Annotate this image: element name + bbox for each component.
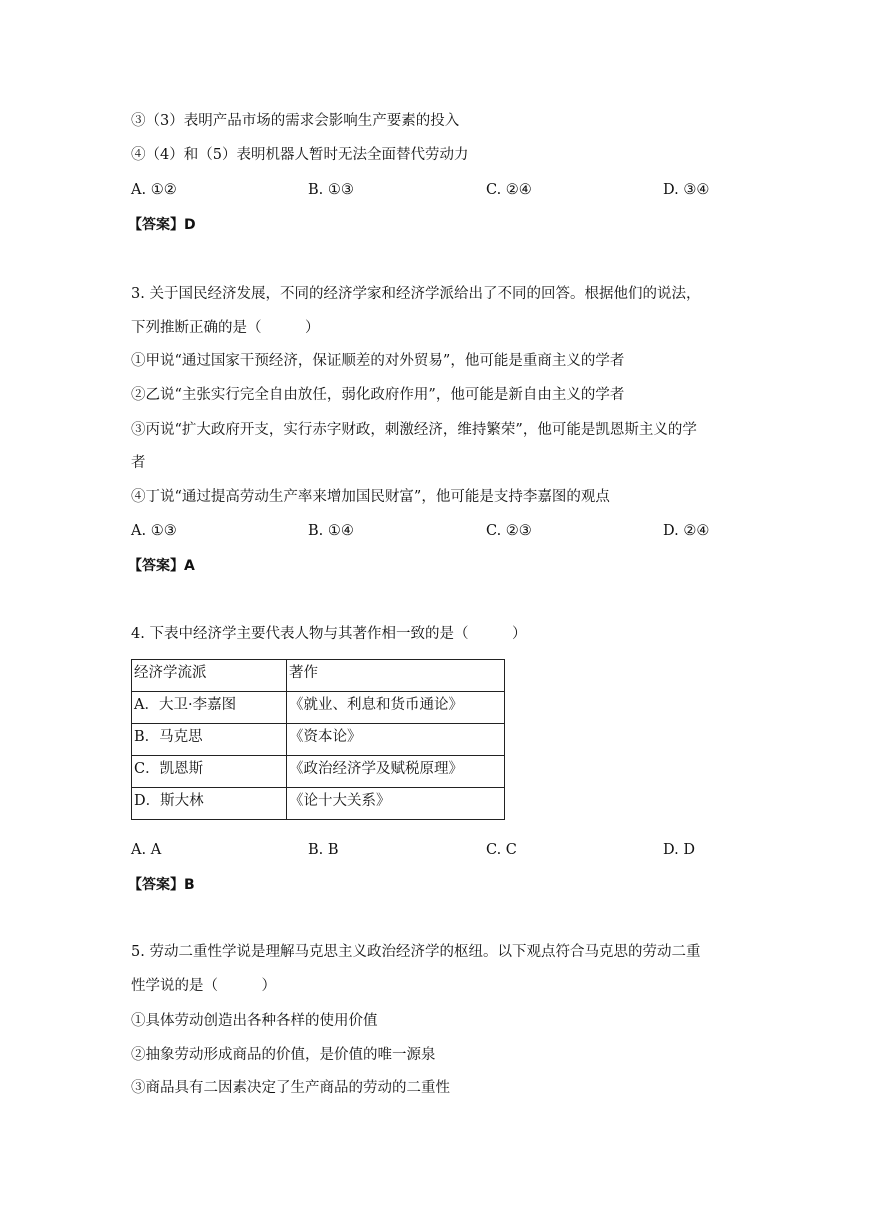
q2-option-b: B. ①③: [308, 182, 354, 198]
q2-option-d: D. ③④: [663, 182, 710, 198]
table-cell: B．马克思: [132, 724, 287, 756]
q5-stem-line-2: 性学说的是（ ）: [131, 978, 276, 994]
q5-statement-2: ②抽象劳动形成商品的价值，是价值的唯一源泉: [131, 1047, 436, 1063]
q2-option-c: C. ②④: [486, 182, 532, 198]
q3-statement-3-line-1: ③丙说“扩大政府开支，实行赤字财政，刺激经济，维持繁荣”，他可能是凯恩斯主义的学: [131, 422, 697, 438]
table-cell: D．斯大林: [132, 788, 287, 820]
q3-stem-line-1: 3. 关于国民经济发展，不同的经济学家和经济学派给出了不同的回答。根据他们的说法，: [131, 286, 701, 302]
economics-table: [131, 659, 505, 820]
q3-stem-line-2: 下列推断正确的是（ ）: [131, 320, 320, 336]
q4-option-c: C. C: [486, 842, 517, 858]
q3-option-d: D. ②④: [663, 523, 710, 539]
q5-stem-line-1: 5. 劳动二重性学说是理解马克思主义政治经济学的枢纽。以下观点符合马克思的劳动二重: [131, 944, 701, 960]
q5-statement-1: ①具体劳动创造出各种各样的使用价值: [131, 1013, 378, 1029]
q3-option-c: C. ②③: [486, 523, 532, 539]
q2-statement-4: ④（4）和（5）表明机器人暂时无法全面替代劳动力: [131, 147, 469, 163]
q4-options: [131, 840, 731, 860]
table-cell: C．凯恩斯: [132, 756, 287, 788]
q3-statement-2: ②乙说“主张实行完全自由放任，弱化政府作用”，他可能是新自由主义的学者: [131, 387, 625, 403]
q3-answer: 【答案】A: [128, 558, 195, 574]
table-header-row: [132, 660, 505, 692]
q2-options: [131, 180, 731, 200]
q2-answer: 【答案】D: [128, 217, 196, 233]
q4-answer: 【答案】B: [128, 877, 195, 893]
table-header-school: 经济学流派: [132, 660, 287, 692]
q4-option-a: A. A: [131, 842, 162, 858]
q5-statement-3: ③商品具有二因素决定了生产商品的劳动的二重性: [131, 1080, 450, 1096]
q3-option-a: A. ①③: [131, 523, 177, 539]
table-cell: 《资本论》: [287, 724, 505, 756]
q3-statement-3-line-2: 者: [131, 455, 146, 471]
q3-statement-1: ①甲说“通过国家干预经济，保证顺差的对外贸易”，他可能是重商主义的学者: [131, 353, 625, 369]
q4-option-b: B. B: [308, 842, 339, 858]
q2-option-a: A. ①②: [131, 182, 177, 198]
table-row: [132, 692, 505, 724]
table-row: [132, 756, 505, 788]
table-row: [132, 724, 505, 756]
table-row: [132, 788, 505, 820]
table-cell: A．大卫·李嘉图: [132, 692, 287, 724]
q4-option-d: D. D: [663, 842, 695, 858]
q2-statement-3: ③（3）表明产品市场的需求会影响生产要素的投入: [131, 113, 460, 129]
q3-statement-4: ④丁说“通过提高劳动生产率来增加国民财富”，他可能是支持李嘉图的观点: [131, 489, 610, 505]
q3-options: [131, 521, 731, 541]
table-cell: 《政治经济学及赋税原理》: [287, 756, 505, 788]
table-header-works: 著作: [287, 660, 505, 692]
q4-stem: 4. 下表中经济学主要代表人物与其著作相一致的是（ ）: [131, 626, 527, 642]
q3-option-b: B. ①④: [308, 523, 354, 539]
table-cell: 《就业、利息和货币通论》: [287, 692, 505, 724]
table-cell: 《论十大关系》: [287, 788, 505, 820]
